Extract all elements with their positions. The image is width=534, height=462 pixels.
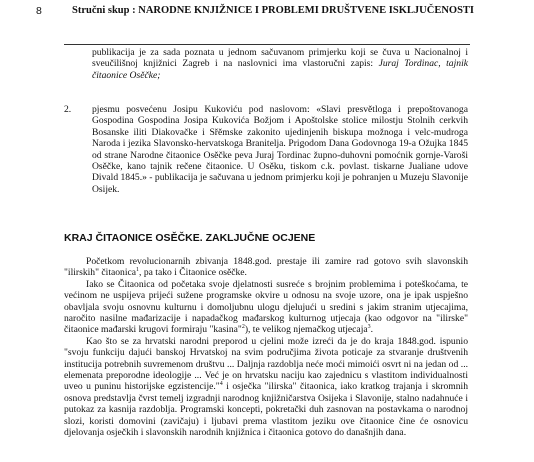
header-rule <box>64 44 470 45</box>
header-title: Stručni skup : NARODNE KNJIŽNICE I PROBLEMI DRUŠTVENE ISKLJUČENOSTI <box>72 5 474 16</box>
paragraph-3-text: Kao što se za hrvatski narodni preporod u cjelini može izreći da je do kraja 1848.god. ispunio "svoju funkciju dajući banskoj Hrvatskoj na svim područjima života poticaje za stvaranje društvenih institucija potrebnih suvremenom društvu ... Daljnja razdoblja neće moći mimoići osvrt ni na jedan od ... elemenata preporodne ideologije ... Već je on hrvatsku naciju kao zajednicu s vlastitom individualnosti uveo u puninu historijske egzistencije." <box>64 335 468 393</box>
continuation-text: publikacija je za sada poznata u jednom sačuvanom primjerku koji se čuva u Nacionalnoj i sveučilišnoj knjižnici Zagreb i na naslovnici ima vlastoručni zapis: <box>92 47 468 70</box>
paragraph-2-text: Iako se Čitaonica od početaka svoje djelatnosti susreće s brojnim problemima i poteškoćama, te većinom ne uspijeva prijeći sužene programske okvire u odnosu na svoje uzore, ona je ipak uspješno obavljala svoju osnovnu kulturnu i domoljubnu ulogu djelujući u sredini s jakim stranim utjecajima, naročito nasilne mađarizacije i napadačkog mađarskog kulturnog utjecaja (kao odgovor na "ilirske" čitaonice mađarski krugovi formiraju "kasina" <box>64 278 468 336</box>
footnote-ref-4[interactable]: 4 <box>219 381 223 388</box>
footnote-ref-3[interactable]: 3 <box>367 324 371 331</box>
list-item-text: pjesmu posvećenu Josipu Kukoviću pod naslovom: «Slavi presvětloga i prepoštovanoga Gospodina Gospodina Josipa Kukovića Božjom i Apoštolske stolice milostju Stolnih cerkvih Bosanske iliti Diakovačke i Sřěmske zakonito ujedinjenih biskupa možnoga i velc-mudroga Naroda i jezika Slavonsko-hervatskoga Branitelja. Prigodom Dana Godovnoga 19-a Ožujka 1845 od strane Narodne čitaonice Osěčke peva Juraj Tordinac župno-duhovni pomoćnik gornje-Varoši Osěčke, kano tajnik rečene čitaonice. U Osěku, tiskom c.k. povlast. tiskarne Jualiane udove Divald 1845.» - publikacija je sačuvana u jednom primjerku koji je pohranjen u Muzeju Slavonije Osijek. <box>92 104 468 195</box>
footnote-ref-1[interactable]: 1 <box>136 267 140 274</box>
paragraph-3-end: i osječka "ilirska" čitaonica, iako kratkog trajanja i skromnih osnova predstavlja čvrst temelj izgradnji narodnog knjižničarstva Osijeka i Slavonije, stalno nadahnuće i putokaz za kasnija razdoblja. Programski koncepti, pokretački duh zasnovan na postavkama o narodnoj slozi, koristi domovini (zavičaju) i ljubavi prema vlastitom jeziku ove čitaonice čine će osnovicu djelovanja osječkih i slavonskih narodnih knjižnica i čitaonica gotovo do današnjih dana. <box>64 381 468 439</box>
paragraph-1-end: , pa tako i Čitaonice osěčke. <box>139 267 247 279</box>
paragraph-3 <box>64 336 468 439</box>
list-item-2 <box>64 104 468 195</box>
footnote-ref-2[interactable]: 2 <box>241 324 245 331</box>
paragraph-2-end: . <box>370 324 374 336</box>
paragraph-2-mid: ), te velikog njemačkog utjecaja <box>244 324 368 336</box>
list-item-number: 2. <box>64 104 72 115</box>
paragraph-2 <box>64 279 468 336</box>
list-item-1-continuation <box>92 47 468 81</box>
section-heading: KRAJ ČITAONICE OSĚČKE. ZAKLJUČNE OCJENE <box>64 232 316 244</box>
page-number: 8 <box>36 5 42 17</box>
section-body <box>64 256 468 439</box>
continuation-italic-text: Juraj Tordinac, tajnik čitaonice Osěčke; <box>92 58 468 81</box>
paragraph-1 <box>64 256 468 279</box>
paragraph-1-text: Početkom revolucionarnih zbivanja 1848.god. prestaje ili zamire rad gotovo svih slavonskih "ilirskih" čitaonica <box>64 256 468 279</box>
